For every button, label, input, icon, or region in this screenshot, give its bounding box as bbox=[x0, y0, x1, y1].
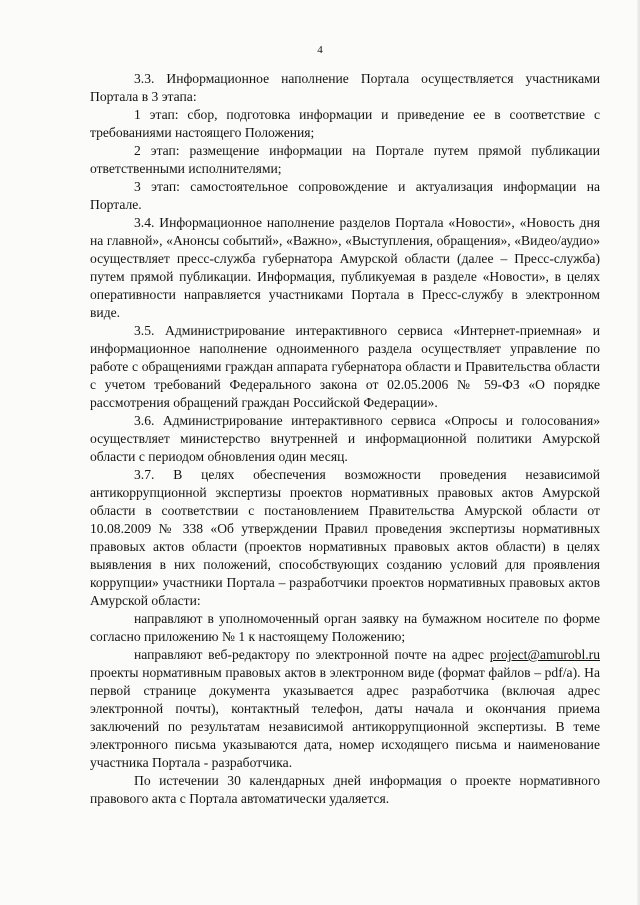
email-link[interactable]: project@amurobl.ru bbox=[489, 647, 600, 662]
email-text-after: проекты нормативным правовых актов в электронном виде (формат файлов – pdf/a). На первой странице документа указывается адрес разработчика (включая адрес электронной почты), контактный телефон, даты начала и окончания приема заключений по результатам независимой антикоррупционной экспертизы. В теме электронного письма указываются дата, номер исходящего письма и наименование участника Портала - разработчика. bbox=[90, 665, 600, 770]
paragraph-3-5: 3.5. Администрирование интерактивного сервиса «Интернет-приемная» и информационное наполнение одноименного раздела осуществляет управление по работе с обращениями граждан аппарата губернатора области и Правительства области с учетом требований Федерального закона от 02.05.2006 № 59-ФЗ «О порядке рассмотрения обращений граждан Российской Федерации». bbox=[90, 323, 600, 410]
document-body bbox=[90, 70, 600, 808]
paragraph-stage-3: 3 этап: самостоятельное сопровождение и актуализация информации на Портале. bbox=[90, 179, 600, 212]
paragraph-3-7: 3.7. В целях обеспечения возможности проведения независимой антикоррупционной экспертизы проектов нормативных правовых актов Амурской области в соответствии с постановлением Правительства Амурской области от 10.08.2009 № 338 «Об утверждении Правил проведения экспертизы нормативных правовых актов области (проектов нормативных правовых актов области) в целях выявления в них положений, способствующих созданию условий для проявления коррупции» участники Портала – разработчики проектов нормативных правовых актов Амурской области: bbox=[90, 467, 600, 608]
paragraph-final: По истечении 30 календарных дней информация о проекте нормативного правового акта с Портала автоматически удаляется. bbox=[90, 773, 600, 806]
email-text-before: направляют веб-редактору по электронной почте на адрес bbox=[134, 647, 490, 662]
paragraph-stage-1: 1 этап: сбор, подготовка информации и приведение ее в соответствие с требованиями настоящего Положения; bbox=[90, 107, 600, 140]
paragraph-stage-2: 2 этап: размещение информации на Портале путем прямой публикации ответственными исполнителями; bbox=[90, 143, 600, 176]
page-number: 4 bbox=[317, 44, 323, 56]
paragraph-3-4: 3.4. Информационное наполнение разделов Портала «Новости», «Новость дня на главной», «Анонсы событий», «Важно», «Выступления, обращения», «Видео/аудио» осуществляет пресс-служба губернатора Амурской области (далее – Пресс-служба) путем прямой публикации. Информация, публикуемая в разделе «Новости», в целях оперативности направляется участниками Портала в Пресс-службу в электронном виде. bbox=[90, 215, 600, 320]
paragraph-paper-request: направляют в уполномоченный орган заявку на бумажном носителе по форме согласно приложению № 1 к настоящему Положению; bbox=[90, 611, 600, 644]
paragraph-3-6: 3.6. Администрирование интерактивного сервиса «Опросы и голосования» осуществляет министерство внутренней и информационной политики Амурской области с периодом обновления один месяц. bbox=[90, 413, 600, 464]
paragraph-email-submission bbox=[90, 646, 600, 772]
paragraph-3-3: 3.3. Информационное наполнение Портала осуществляется участниками Портала в 3 этапа: bbox=[90, 71, 600, 104]
